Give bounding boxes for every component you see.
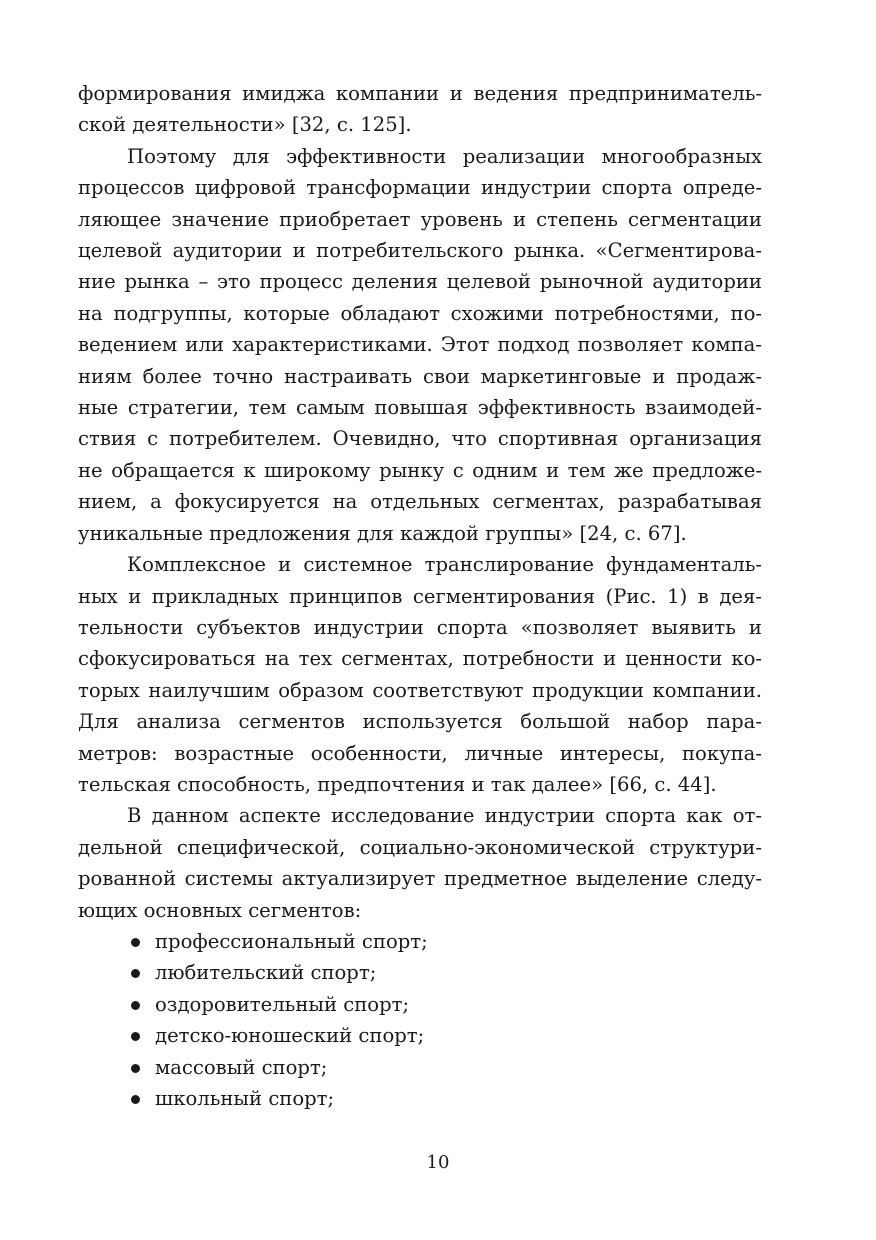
bullet-icon [131, 1032, 140, 1041]
paragraph-principles: Комплексное и системное транслирование фундаментальных и прикладных принципов сегментирования (Рис. 1) в деятельности субъектов индустрии спорта «позволяет выявить и сфокусироваться на тех сегментах, потребности и ценности которых наилучшим образом соответствуют продукции компании. Для анализа сегментов используется большой набор параметров: возрастные особенности, личные интересы, покупательская способность, предпочтения и так далее» [66, с. 44]. [78, 553, 762, 796]
list-item-text: школьный спорт; [155, 1087, 335, 1110]
bullet-icon [131, 1095, 140, 1104]
list-item-text: оздоровительный спорт; [155, 992, 410, 1016]
segments-list [78, 926, 762, 1114]
body-text [78, 78, 762, 1114]
paragraph-continuation: формирования имиджа компании и ведения предпринимательской деятельности» [32, с. 125]. [78, 82, 762, 137]
list-item [127, 1052, 762, 1083]
page-number: 10 [426, 1152, 450, 1173]
list-item [127, 926, 762, 957]
list-item-text: детско-юношеский спорт; [155, 1024, 425, 1048]
bullet-icon [131, 1001, 140, 1010]
list-item-text: профессиональный спорт; [155, 929, 428, 953]
list-item-text: массовый спорт; [155, 1055, 328, 1079]
list-item [127, 1083, 762, 1114]
list-item [127, 1020, 762, 1051]
list-item-text: любительский спорт; [155, 961, 377, 985]
bullet-icon [131, 969, 140, 978]
list-item [127, 989, 762, 1020]
paragraph-segmentation: Поэтому для эффективности реализации многообразных процессов цифровой трансформации индустрии спорта определяющее значение приобретает уровень и степень сегментации целевой аудитории и потребительского рынка. «Сегментирование рынка – это процесс деления целевой рыночной аудитории на подгруппы, которые обладают схожими потребностями, поведением или характеристиками. Этот подход позволяет компаниям более точно настраивать свои маркетинговые и продажные стратегии, тем самым повышая эффективность взаимодействия с потребителем. Очевидно, что спортивная организация не обращается к широкому рынку с одним и тем же предложением, а фокусируется на отдельных сегментах, разрабатывая уникальные предложения для каждой группы» [24, с. 67]. [78, 144, 762, 545]
bullet-icon [131, 938, 140, 947]
bullet-icon [131, 1064, 140, 1073]
paragraph-segments-intro: В данном аспекте исследование индустрии спорта как отдельной специфической, социально-экономической структурированной системы актуализирует предметное выделение следующих основных сегментов: [78, 804, 762, 922]
list-item [127, 957, 762, 988]
